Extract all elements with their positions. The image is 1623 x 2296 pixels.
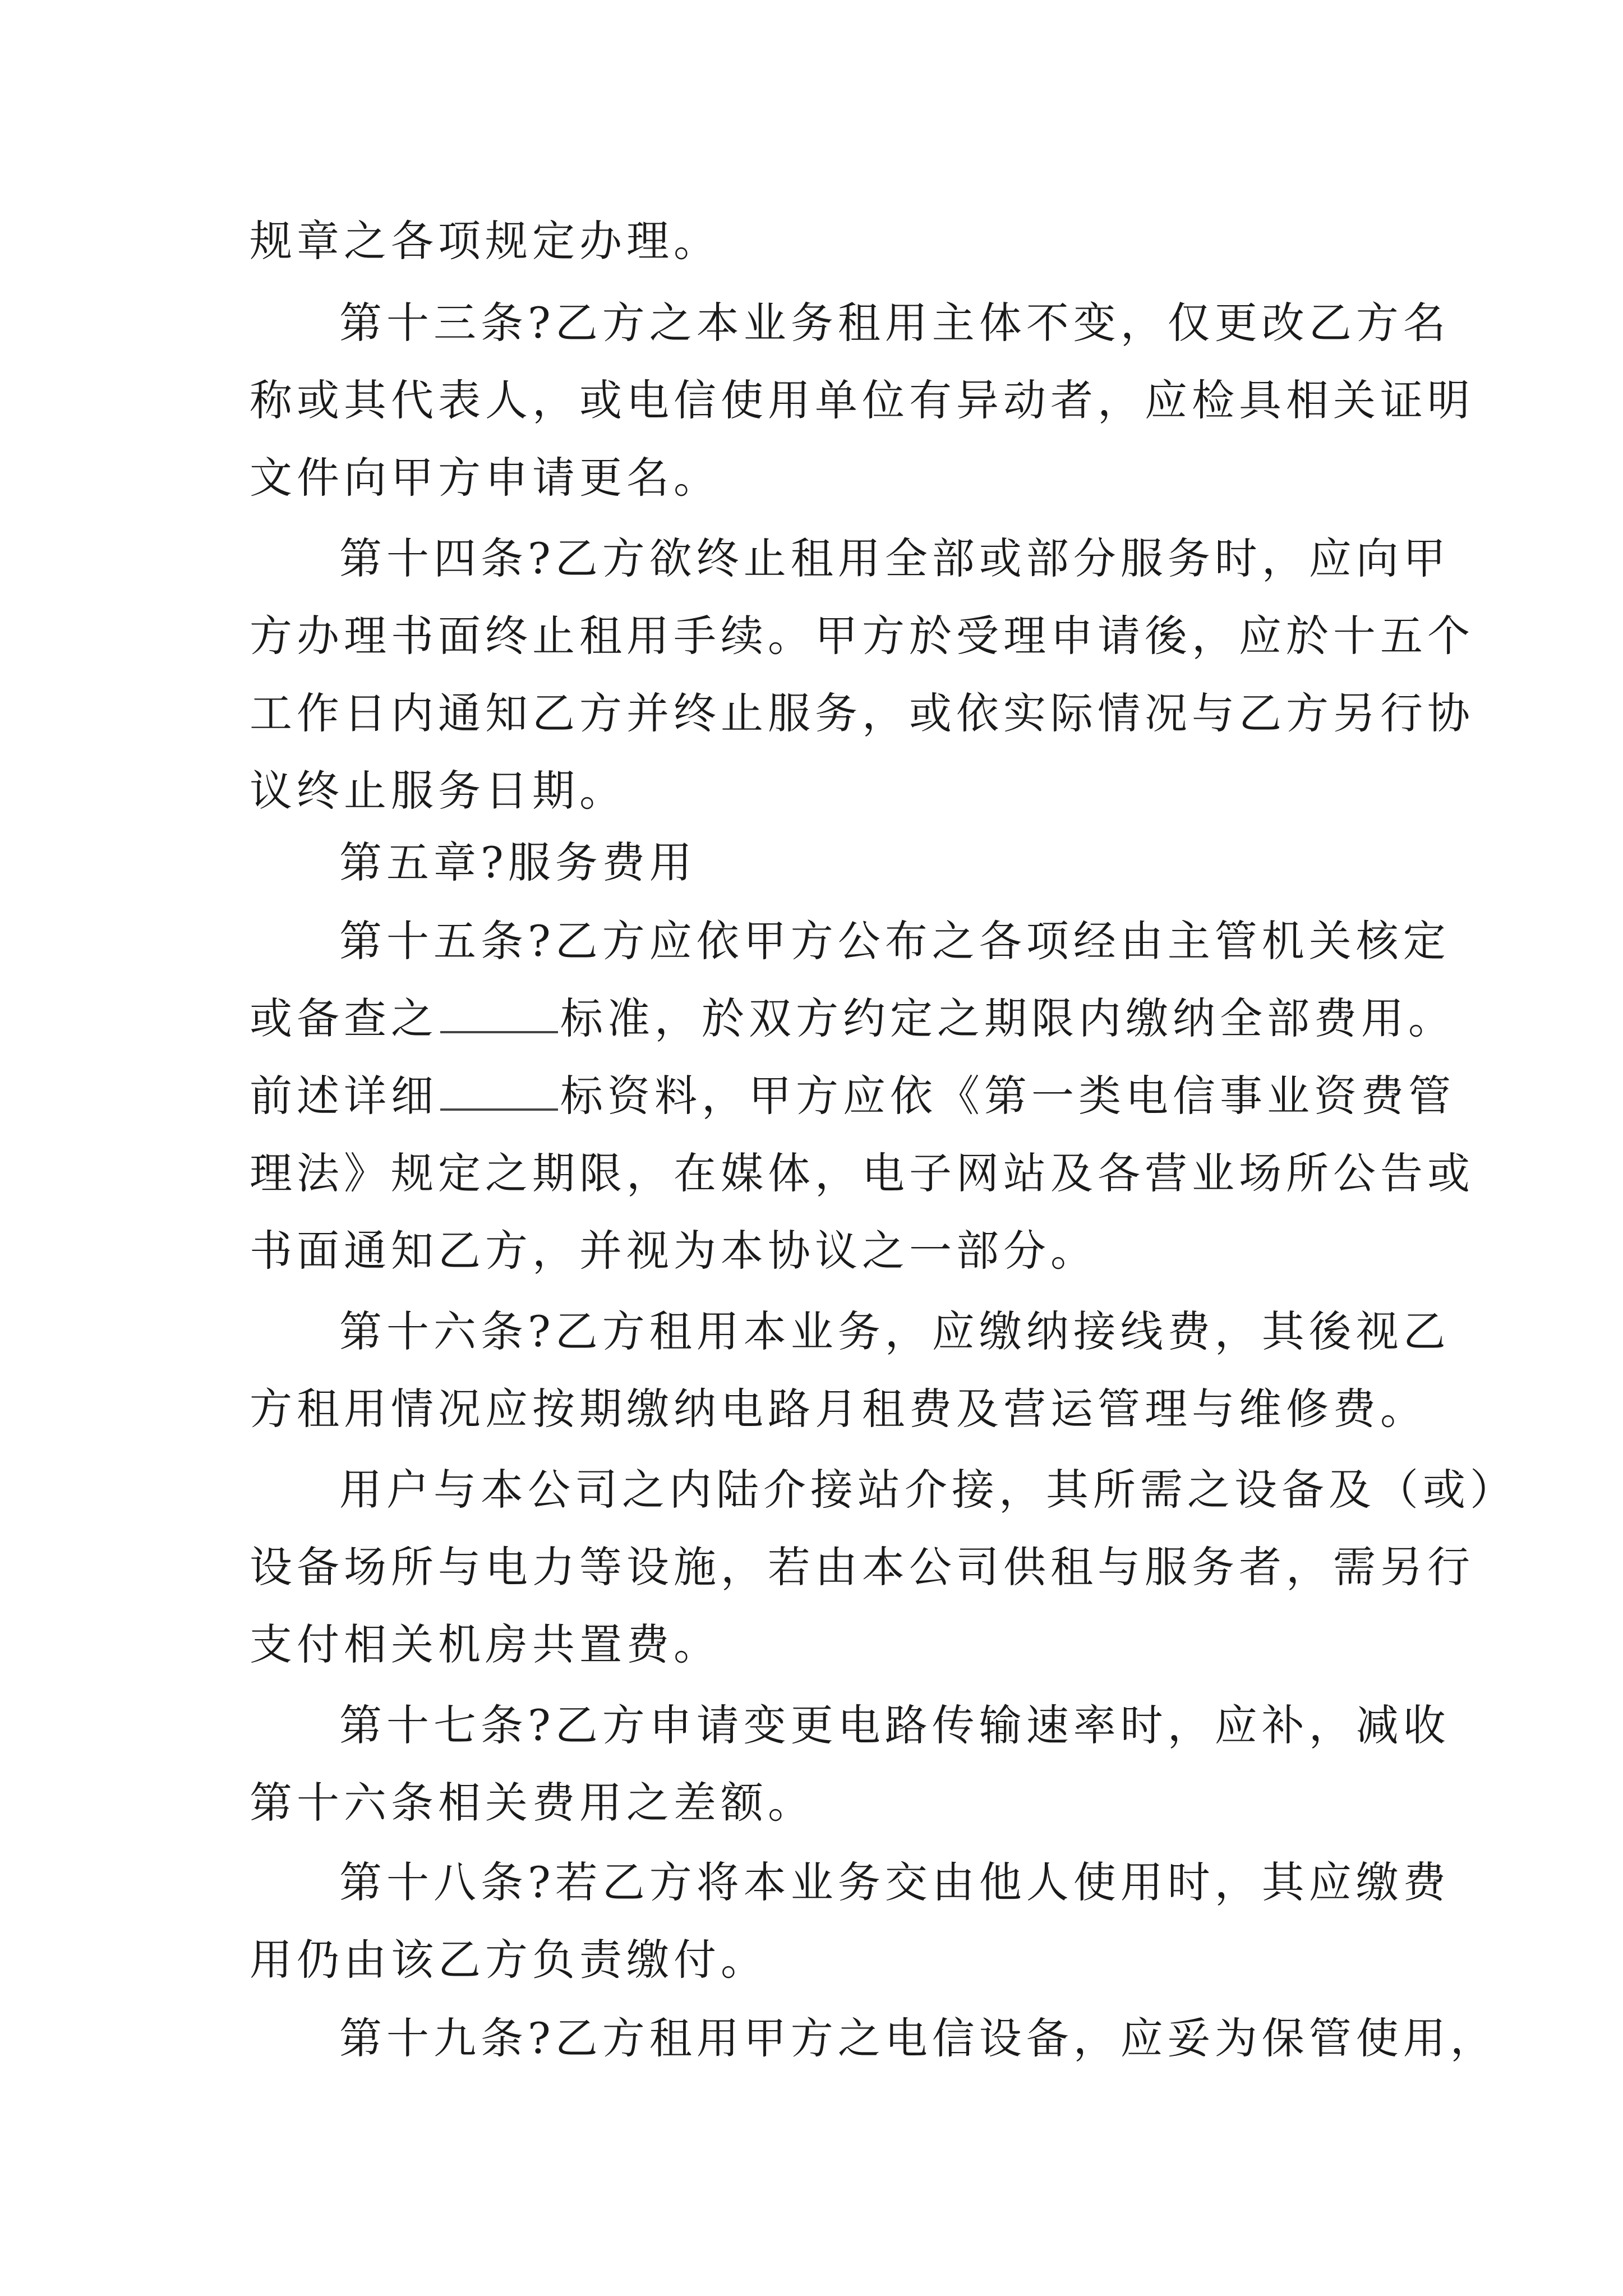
chapter-heading: 第五章?服务费用 — [339, 838, 697, 887]
text-line: 方办理书面终止租用手续。甲方於受理申请後，应於十五个 — [250, 611, 1474, 661]
text-line: 书面通知乙方，并视为本协议之一部分。 — [250, 1226, 1098, 1276]
text-segment: 前述详细 — [250, 1071, 438, 1121]
text-line: 称或其代表人，或电信使用单位有异动者，应检具相关证明 — [250, 375, 1474, 425]
text-line-with-blank — [250, 993, 1455, 1043]
text-line: 第十五条?乙方应依甲方公布之各项经由主管机关核定 — [339, 916, 1450, 966]
text-line: 工作日内通知乙方并终止服务，或依实际情况与乙方另行协 — [250, 688, 1474, 738]
text-line: 第十六条相关费用之差额。 — [250, 1778, 815, 1828]
text-line: 用仍由该乙方负责缴付。 — [250, 1935, 768, 1985]
text-line: 第十七条?乙方申请变更电路传输速率时，应补，减收 — [339, 1700, 1450, 1750]
text-line: 文件向甲方申请更名。 — [250, 453, 721, 503]
text-line: 支付相关机房共置费。 — [250, 1619, 721, 1669]
text-line: 方租用情况应按期缴纳电路月租费及营运管理与维修费。 — [250, 1384, 1427, 1434]
text-line-with-blank — [250, 1071, 1455, 1121]
text-line: 第十三条?乙方之本业务租用主体不变，仅更改乙方名 — [339, 298, 1450, 348]
fill-in-blank — [440, 1106, 558, 1111]
text-segment: 标准，於双方约定之期限内缴纳全部费用。 — [560, 993, 1455, 1043]
text-segment: 标资料，甲方应依《第一类电信事业资费管 — [560, 1071, 1455, 1121]
text-line: 设备场所与电力等设施，若由本公司供租与服务者，需另行 — [250, 1542, 1474, 1592]
fill-in-blank — [440, 1029, 558, 1033]
text-line: 第十八条?若乙方将本业务交由他人使用时，其应缴费 — [339, 1857, 1450, 1907]
text-line: 第十四条?乙方欲终止租用全部或部分服务时，应向甲 — [339, 533, 1450, 583]
text-line: 理法》规定之期限，在媒体，电子网站及各营业场所公告或 — [250, 1148, 1474, 1198]
text-line: 规章之各项规定办理。 — [250, 216, 721, 266]
text-line: 第十六条?乙方租用本业务，应缴纳接线费，其後视乙 — [339, 1306, 1450, 1356]
text-segment: 或备查之 — [250, 993, 438, 1043]
text-line: 议终止服务日期。 — [250, 766, 626, 816]
text-line: 第十九条?乙方租用甲方之电信设备，应妥为保管使用， — [339, 2013, 1497, 2063]
text-line: 用户与本公司之内陆介接站介接，其所需之设备及（或） — [339, 1465, 1517, 1515]
